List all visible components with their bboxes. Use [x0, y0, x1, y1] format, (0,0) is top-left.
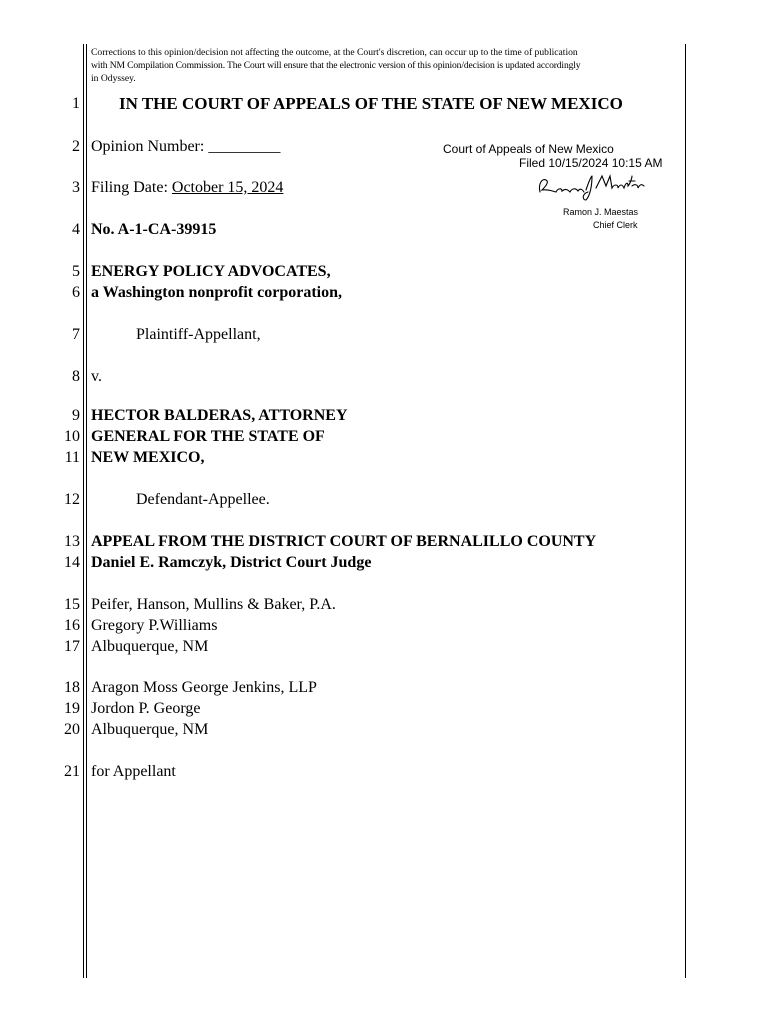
filing-date-row: [91, 178, 283, 198]
versus: v.: [91, 368, 102, 385]
line-number: 2: [72, 138, 80, 155]
notice-line-2: with NM Compilation Commission. The Court will ensure that the electronic version of this opinion/decision is updated accordingly: [91, 60, 581, 71]
appeal-judge: Daniel E. Ramczyk, District Court Judge: [91, 554, 372, 571]
line-number: 21: [64, 763, 80, 780]
for-party: for Appellant: [91, 763, 176, 780]
document-line-20: [0, 720, 700, 744]
corrections-notice: [91, 46, 683, 85]
court-title: IN THE COURT OF APPEALS OF THE STATE OF NEW MEXICO: [119, 94, 623, 113]
line-number: 13: [64, 533, 80, 550]
plaintiff-role: Plaintiff-Appellant,: [136, 326, 261, 343]
plaintiff-name: ENERGY POLICY ADVOCATES,: [91, 263, 331, 280]
defendant-line-2: GENERAL FOR THE STATE OF: [91, 428, 325, 445]
notice-line-1: Corrections to this opinion/decision not affecting the outcome, at the Court's discretion, can occur up to the time of publication: [91, 47, 578, 58]
counsel-2-attorney: Jordon P. George: [91, 700, 201, 717]
plaintiff-description: a Washington nonprofit corporation,: [91, 284, 343, 301]
counsel-1-attorney: Gregory P.Williams: [91, 617, 218, 634]
line-number: 7: [72, 326, 80, 343]
line-number: 1: [72, 95, 80, 112]
line-number: 20: [64, 721, 80, 738]
defendant-line-3: NEW MEXICO,: [91, 449, 205, 466]
stamp-clerk-name: Ramon J. Maestas: [563, 207, 639, 217]
document-line-8: [0, 367, 700, 391]
line-number: 10: [64, 428, 80, 445]
appeal-title: APPEAL FROM THE DISTRICT COURT OF BERNALILLO COUNTY: [91, 533, 597, 550]
document-line-14: [0, 553, 700, 577]
line-number: 4: [72, 221, 80, 238]
line-number: 11: [64, 449, 80, 466]
line-number: 8: [72, 368, 80, 385]
document-line-11: [0, 448, 700, 472]
line-number: 19: [64, 700, 80, 717]
line-number: 6: [72, 284, 80, 301]
line-number: 16: [64, 617, 80, 634]
line-number: 5: [72, 263, 80, 280]
line-number: 12: [64, 491, 80, 508]
stamp-filed-datetime: Filed 10/15/2024 10:15 AM: [519, 156, 663, 170]
defendant-role: Defendant-Appellee.: [136, 491, 270, 508]
counsel-1-firm: Peifer, Hanson, Mullins & Baker, P.A.: [91, 596, 336, 613]
line-number: 9: [72, 407, 80, 424]
document-line-21: [0, 762, 700, 786]
line-number: 18: [64, 679, 80, 696]
opinion-number: Opinion Number: _________: [91, 138, 281, 155]
defendant-line-1: HECTOR BALDERAS, ATTORNEY: [91, 407, 348, 424]
case-number: No. A-1-CA-39915: [91, 221, 217, 238]
line-number: 17: [64, 638, 80, 655]
clerk-signature: [532, 170, 647, 202]
counsel-2-city: Albuquerque, NM: [91, 721, 209, 738]
filing-date-label: Filing Date:: [91, 179, 168, 196]
document-line-7: [0, 325, 700, 349]
line-number: 15: [64, 596, 80, 613]
line-number: 14: [64, 554, 80, 571]
stamp-court-name: Court of Appeals of New Mexico: [443, 142, 614, 156]
document-line-12: [0, 490, 700, 514]
document-line-17: [0, 637, 700, 661]
document-line-1: [0, 94, 700, 118]
counsel-1-city: Albuquerque, NM: [91, 638, 209, 655]
notice-line-3: in Odyssey.: [91, 73, 136, 84]
stamp-clerk-title: Chief Clerk: [593, 220, 638, 230]
filing-date-value: October 15, 2024: [171, 179, 284, 196]
counsel-2-firm: Aragon Moss George Jenkins, LLP: [91, 679, 317, 696]
line-number: 3: [72, 179, 80, 196]
document-line-6: [0, 283, 700, 307]
